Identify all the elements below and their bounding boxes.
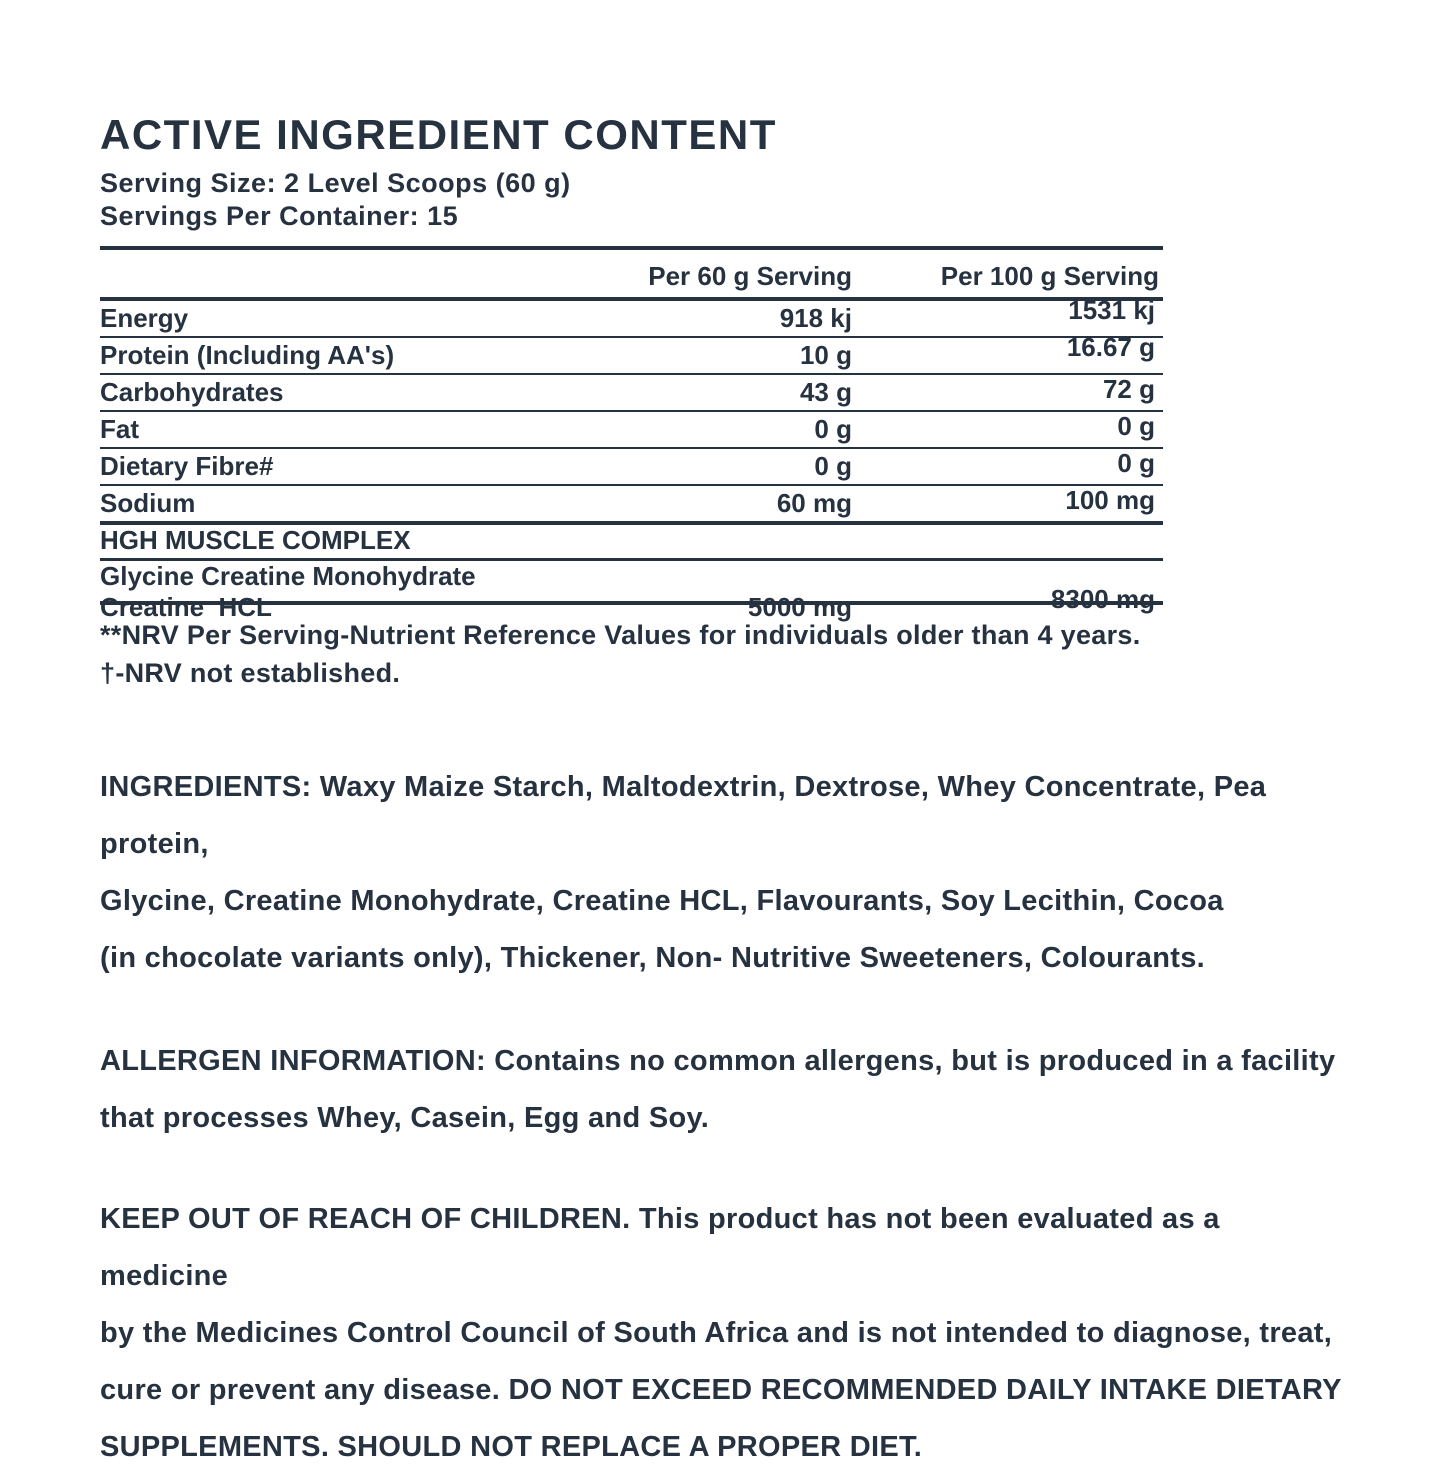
- row-value-60g: 918 kj: [779, 303, 852, 333]
- servings-per-container-line: Servings Per Container: 15: [100, 201, 459, 231]
- table-row-glycine-creatine: [100, 561, 1163, 622]
- paragraph-line: ALLERGEN INFORMATION: Contains no common allergens, but is produced in a facility: [100, 1045, 1336, 1077]
- paragraph-line: cure or prevent any disease. DO NOT EXCEED RECOMMENDED DAILY INTAKE DIETARY: [100, 1374, 1342, 1406]
- row-label: Sodium: [100, 488, 196, 518]
- row-value-60g: 5000 mg: [747, 592, 852, 622]
- row-value-60g: 0 g: [814, 414, 852, 444]
- paragraph-line: (in chocolate variants only), Thickener, Non- Nutritive Sweeteners, Colourants.: [100, 942, 1205, 974]
- table-row-protein: [100, 332, 1163, 375]
- nrv-footnote: **NRV Per Serving-Nutrient Reference Values for individuals older than 4 years.: [100, 620, 1141, 650]
- warning-paragraph: [100, 1191, 1345, 1476]
- table-header-row: [100, 250, 1163, 301]
- label-content: [100, 0, 1345, 1476]
- row-value-100g: 72 g: [1102, 374, 1155, 404]
- row-value-100g: 0 g: [1117, 448, 1155, 478]
- row-value-100g: 1531 kj: [1068, 295, 1155, 325]
- row-label: Fat: [100, 414, 139, 444]
- row-value-60g: 60 mg: [776, 488, 852, 518]
- table-section-header-hgh-muscle-complex: [100, 525, 1163, 561]
- row-value-60g: 0 g: [814, 451, 852, 481]
- paragraph-line: that processes Whey, Casein, Egg and Soy.: [100, 1102, 710, 1134]
- paragraph-line: Glycine, Creatine Monohydrate, Creatine HCL, Flavourants, Soy Lecithin, Cocoa: [100, 885, 1224, 917]
- table-row-fat: [100, 412, 1163, 449]
- ingredients-paragraph: [100, 759, 1345, 987]
- row-value-100g: 8300 mg: [1050, 584, 1155, 614]
- paragraph-line: SUPPLEMENTS. SHOULD NOT REPLACE A PROPER DIET.: [100, 1431, 923, 1463]
- row-value-100g: 16.67 g: [1066, 332, 1155, 362]
- label-column-header: [100, 292, 522, 297]
- paragraph-line: KEEP OUT OF REACH OF CHILDREN. This product has not been evaluated as a medicine: [100, 1203, 1229, 1292]
- per-60g-column-header: Per 60 g Serving: [648, 261, 852, 291]
- row-label: Dietary Fibre#: [100, 451, 274, 481]
- per-100g-column-header: Per 100 g Serving: [940, 261, 1159, 291]
- table-row-dietary-fibre: [100, 449, 1163, 486]
- paragraph-line: by the Medicines Control Council of South Africa and is not intended to diagnose, treat,: [100, 1317, 1333, 1349]
- row-value-60g: 10 g: [799, 340, 852, 370]
- paragraph-line: INGREDIENTS: Waxy Maize Starch, Maltodextrin, Dextrose, Whey Concentrate, Pea protein,: [100, 771, 1275, 860]
- row-label: Carbohydrates: [100, 377, 284, 407]
- allergen-information-paragraph: [100, 1033, 1345, 1147]
- nutrition-table: [100, 246, 1163, 622]
- page-title: ACTIVE INGREDIENT CONTENT: [100, 111, 777, 158]
- table-row-sodium: [100, 486, 1163, 525]
- nrv-not-established-footnote: †-NRV not established.: [100, 658, 401, 688]
- table-row-carbohydrates: [100, 375, 1163, 412]
- row-value-100g: 100 mg: [1065, 485, 1155, 515]
- section-header-label: HGH MUSCLE COMPLEX: [100, 525, 411, 555]
- row-label: Energy: [100, 303, 189, 333]
- serving-size-line: Serving Size: 2 Level Scoops (60 g): [100, 168, 571, 198]
- row-value-60g: 43 g: [799, 377, 852, 407]
- row-value-100g: 0 g: [1117, 411, 1155, 441]
- row-label: Glycine Creatine Monohydrate Creatine HCL: [100, 561, 483, 622]
- table-footnotes: [100, 616, 1345, 692]
- row-label: Protein (Including AA's): [100, 340, 395, 370]
